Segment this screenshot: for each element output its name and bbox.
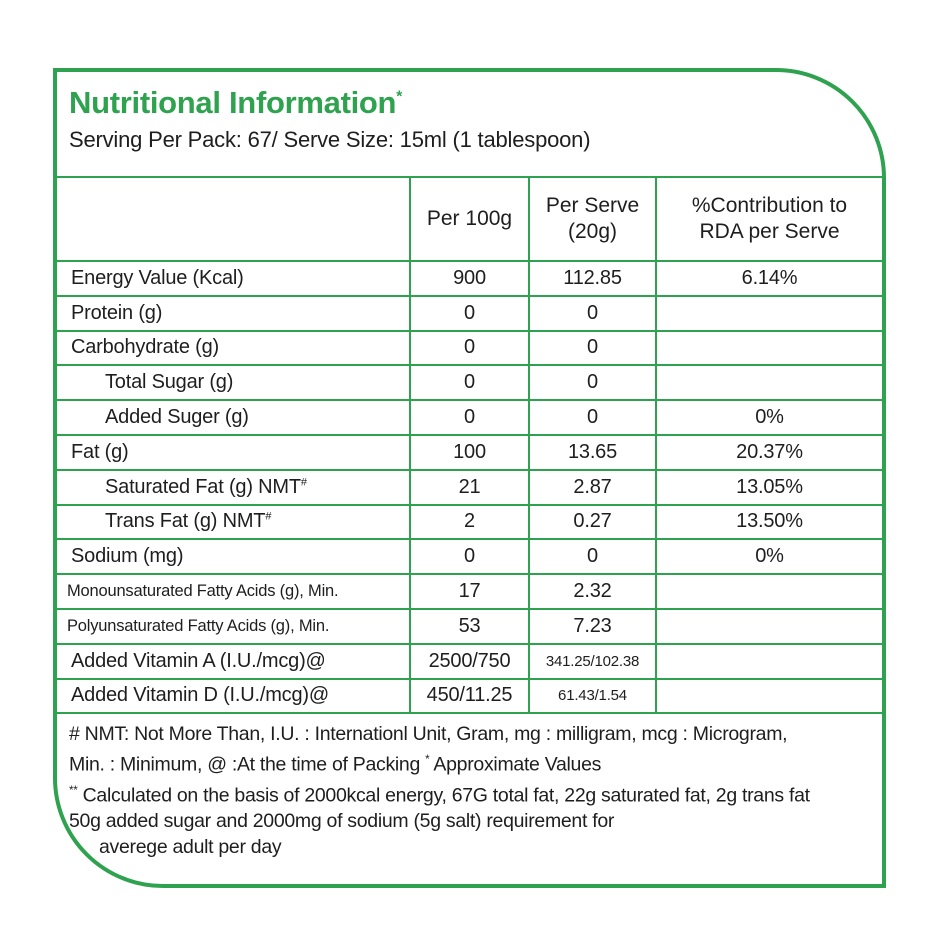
row-label-text: Added Vitamin A (I.U./mcg)@ [71,649,326,672]
per-serve-value: 61.43/1.54 [529,679,656,714]
per-100g-value: 0 [410,400,529,435]
row-label [57,574,410,609]
per-serve-value: 0 [529,539,656,574]
page-title [69,86,870,120]
row-label [57,365,410,400]
table-row [57,261,882,296]
footnote-line-1: # NMT: Not More Than, I.U. : Internationl Unit, Gram, mg : milligram, mcg : Microgram, [69,723,788,745]
per-serve-value: 0.27 [529,505,656,540]
per-serve-value: 341.25/102.38 [529,644,656,679]
table-row [57,539,882,574]
row-label-text: Added Suger (g) [105,406,249,429]
footnote-line-5: averege adult per day [99,836,282,858]
row-label-text: Added Vitamin D (I.U./mcg)@ [71,684,329,707]
table-row [57,365,882,400]
row-label [57,261,410,296]
table-row [57,679,882,714]
row-label [57,505,410,540]
row-label [57,470,410,505]
per-100g-value: 100 [410,435,529,470]
column-header-per-serve [529,177,656,261]
per-100g-value: 450/11.25 [410,679,529,714]
per-serve-value: 2.87 [529,470,656,505]
row-label-text: Polyunsaturated Fatty Acids (g), Min. [67,616,330,635]
row-label [57,644,410,679]
table-row [57,470,882,505]
row-label [57,679,410,714]
approximate-values-mark: * [425,753,430,766]
per-serve-value: 0 [529,400,656,435]
row-label-text: Carbohydrate (g) [71,336,219,359]
row-label-text: Trans Fat (g) NMT [105,510,266,533]
per-serve-value: 0 [529,365,656,400]
calculated-basis-mark: ** [69,783,78,797]
footnotes [57,712,882,860]
rda-value: 13.05% [656,470,882,505]
rda-value: 0% [656,400,882,435]
table-row [57,296,882,331]
footnote-line-2-after: Approximate Values [429,753,602,776]
column-header-rda [656,177,882,261]
page-title-text: Nutritional Information [69,85,397,120]
rda-value [656,679,882,714]
rda-value: 6.14% [656,261,882,296]
per-100g-value: 0 [410,365,529,400]
row-label-text: Monounsaturated Fatty Acids (g), Min. [67,582,339,601]
row-label [57,435,410,470]
table-header-row [57,177,882,261]
table-row [57,609,882,644]
row-label-text: Sodium (mg) [71,545,184,568]
table-row [57,574,882,609]
footnote-line-3-text: Calculated on the basis of 2000kcal energy, 67G total fat, 22g saturated fat, 2g trans fat [77,784,810,806]
per-100g-value: 900 [410,261,529,296]
serving-info: Serving Per Pack: 67/ Serve Size: 15ml (1 tablespoon) [69,127,591,153]
rda-value: 13.50% [656,505,882,540]
row-label-text: Energy Value (Kcal) [71,266,244,289]
row-label [57,539,410,574]
per-100g-value: 2 [410,505,529,540]
per-100g-value: 2500/750 [410,644,529,679]
rda-value [656,574,882,609]
nutrition-label-card [53,68,886,888]
rda-value [656,296,882,331]
footnote-line-4: 50g added sugar and 2000mg of sodium (5g salt) requirement for [69,810,615,832]
row-label-text: Fat (g) [71,440,129,463]
row-label-text: Total Sugar (g) [105,371,234,394]
table-row [57,331,882,366]
rda-value [656,644,882,679]
per-serve-value: 7.23 [529,609,656,644]
rda-value [656,331,882,366]
rda-value [656,365,882,400]
footnote-line-3 [69,778,872,809]
row-label [57,609,410,644]
nutrition-table [57,176,882,714]
per-100g-value: 17 [410,574,529,609]
title-asterisk-mark: * [396,88,402,106]
rda-line1: %Contribution to [691,193,848,217]
table-row [57,644,882,679]
table-row [57,505,882,540]
per-100g-value: 0 [410,539,529,574]
row-label [57,296,410,331]
per-serve-value: 112.85 [529,261,656,296]
table-row [57,435,882,470]
per-serve-value: 13.65 [529,435,656,470]
title-block [57,72,882,153]
table-row [57,400,882,435]
nmt-hash-mark: # [265,510,272,523]
rda-value [656,609,882,644]
footnote-line-2 [69,747,872,778]
per-100g-value: 0 [410,331,529,366]
per-100g-value: 21 [410,470,529,505]
rda-value: 0% [656,539,882,574]
row-label-text: Saturated Fat (g) NMT [105,475,301,498]
per-serve-value: 0 [529,296,656,331]
per-100g-value: 53 [410,609,529,644]
per-serve-line1: Per Serve [545,193,640,217]
rda-line2: RDA per Serve [699,220,840,243]
nmt-hash-mark: # [300,476,307,489]
per-100g-value: 0 [410,296,529,331]
row-label [57,400,410,435]
row-label-text: Protein (g) [71,301,163,324]
footnote-line-2-text: Min. : Minimum, @ :At the time of Packing [69,753,426,776]
per-serve-line2: (20g) [567,220,618,243]
column-header-blank [57,177,410,261]
row-label [57,331,410,366]
column-header-per-100g: Per 100g [410,177,529,261]
rda-value: 20.37% [656,435,882,470]
per-serve-value: 0 [529,331,656,366]
per-serve-value: 2.32 [529,574,656,609]
